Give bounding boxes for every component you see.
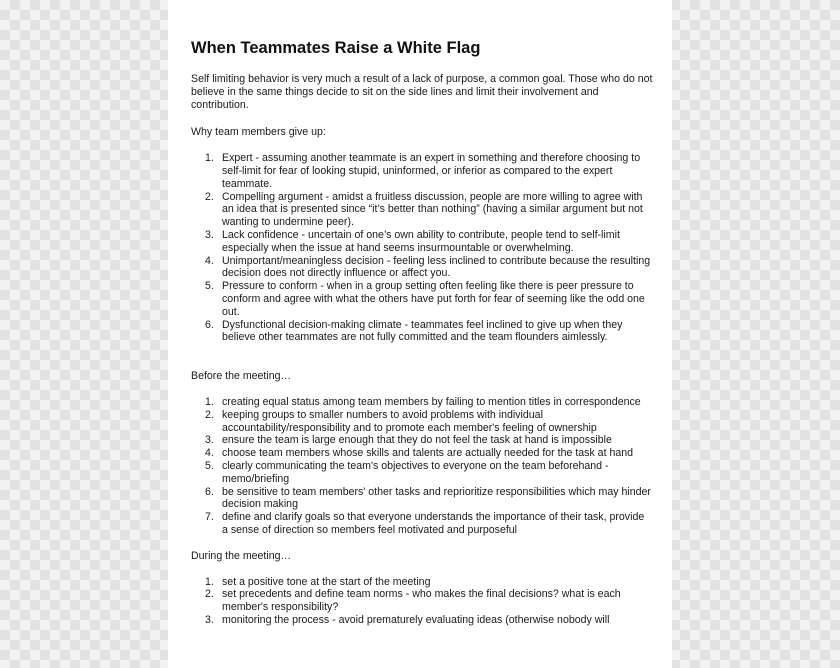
list-item (191, 460, 653, 486)
list-item-number: 5. (205, 459, 214, 472)
list-item-text: Lack confidence - uncertain of one’s own ability to contribute, people tend to self-limit especially when the issue at hand seems insurmountable or overwhelming. (222, 228, 620, 254)
list-item-text: Pressure to conform - when in a group setting often feeling like there is peer pressure to conform and agree with what the others have put forth for fear of seeming like the odd one out. (222, 280, 645, 318)
document-page (168, 0, 672, 668)
list-item-number: 4. (205, 254, 214, 267)
why-heading: Why team members give up: (191, 126, 326, 139)
intro-paragraph: Self limiting behavior is very much a result of a lack of purpose, a common goal. Those who do not believe in the same things decide to sit on the side lines and limit their involvement and contribution. (191, 73, 653, 111)
why-list (191, 152, 653, 344)
list-item (191, 280, 653, 318)
during-list (191, 576, 653, 627)
during-heading: During the meeting… (191, 549, 292, 562)
list-item (191, 576, 653, 589)
list-item-number: 5. (205, 280, 214, 293)
list-item-text: ensure the team is large enough that they do not feel the task at hand is impossible (222, 434, 612, 447)
list-item (191, 588, 653, 614)
list-item-text: Expert - assuming another teammate is an expert in something and therefore choosing to self-limit for fear of looking stupid, uninformed, or inferior as compared to the expert teammate. (222, 152, 641, 190)
list-item-text: be sensitive to team members' other tasks and reprioritize responsibilities which may hinder decision making (222, 485, 651, 511)
list-item-text: set precedents and define team norms - who makes the final decisions? what is each member's responsibility? (222, 588, 621, 614)
before-heading: Before the meeting… (191, 370, 292, 383)
list-item-text: creating equal status among team members by failing to mention titles in correspondence (222, 395, 641, 408)
list-item-text: Compelling argument - amidst a fruitless discussion, people are more willing to agree with an idea that is presented since “it’s better than nothing” (having a similar argument but not wanting to undermine peer). (222, 190, 643, 229)
list-item-number: 4. (205, 447, 214, 460)
list-item (191, 409, 653, 435)
list-item (191, 511, 653, 537)
list-item (191, 614, 653, 627)
list-item (191, 229, 653, 255)
list-item (191, 255, 653, 281)
list-item-text: set a positive tone at the start of the meeting (222, 575, 431, 588)
list-item (191, 319, 653, 345)
list-item-text: Unimportant/meaningless decision - feeling less inclined to contribute because the resulting decision does not directly influence or affect you. (222, 254, 651, 280)
document-title: When Teammates Raise a White Flag (191, 39, 481, 57)
list-item (191, 396, 653, 409)
list-item-text: choose team members whose skills and talents are actually needed for the task at hand (222, 447, 634, 460)
list-item-text: clearly communicating the team's objectives to everyone on the team beforehand - memo/briefing (222, 459, 609, 485)
list-item-number: 3. (205, 228, 214, 241)
before-list (191, 396, 653, 537)
list-item-number: 1. (205, 395, 214, 408)
list-item-number: 6. (205, 485, 214, 498)
list-item-number: 3. (205, 434, 214, 447)
list-item-number: 6. (205, 318, 214, 331)
list-item (191, 447, 653, 460)
list-item-text: monitoring the process - avoid prematurely evaluating ideas (otherwise nobody will (222, 613, 610, 626)
document-content (191, 38, 653, 627)
list-item-number: 7. (205, 511, 214, 524)
list-item-number: 1. (205, 575, 214, 588)
list-item-text: keeping groups to smaller numbers to avoid problems with individual accountability/responsibility and to promote each member's feeling of ownership (222, 408, 597, 434)
list-item (191, 191, 653, 229)
list-item (191, 152, 653, 190)
list-item-number: 2. (205, 588, 214, 601)
list-item-number: 3. (205, 613, 214, 626)
list-item-number: 1. (205, 152, 214, 165)
list-item (191, 434, 653, 447)
list-item (191, 486, 653, 512)
list-item-number: 2. (205, 190, 214, 203)
list-item-number: 2. (205, 408, 214, 421)
list-item-text: Dysfunctional decision-making climate - teammates feel inclined to give up when they believe other teammates are not fully committed and the team flounders aimlessly. (222, 318, 623, 344)
list-item-text: define and clarify goals so that everyone understands the importance of their task, provide a sense of direction so members feel motivated and purposeful (222, 511, 645, 536)
